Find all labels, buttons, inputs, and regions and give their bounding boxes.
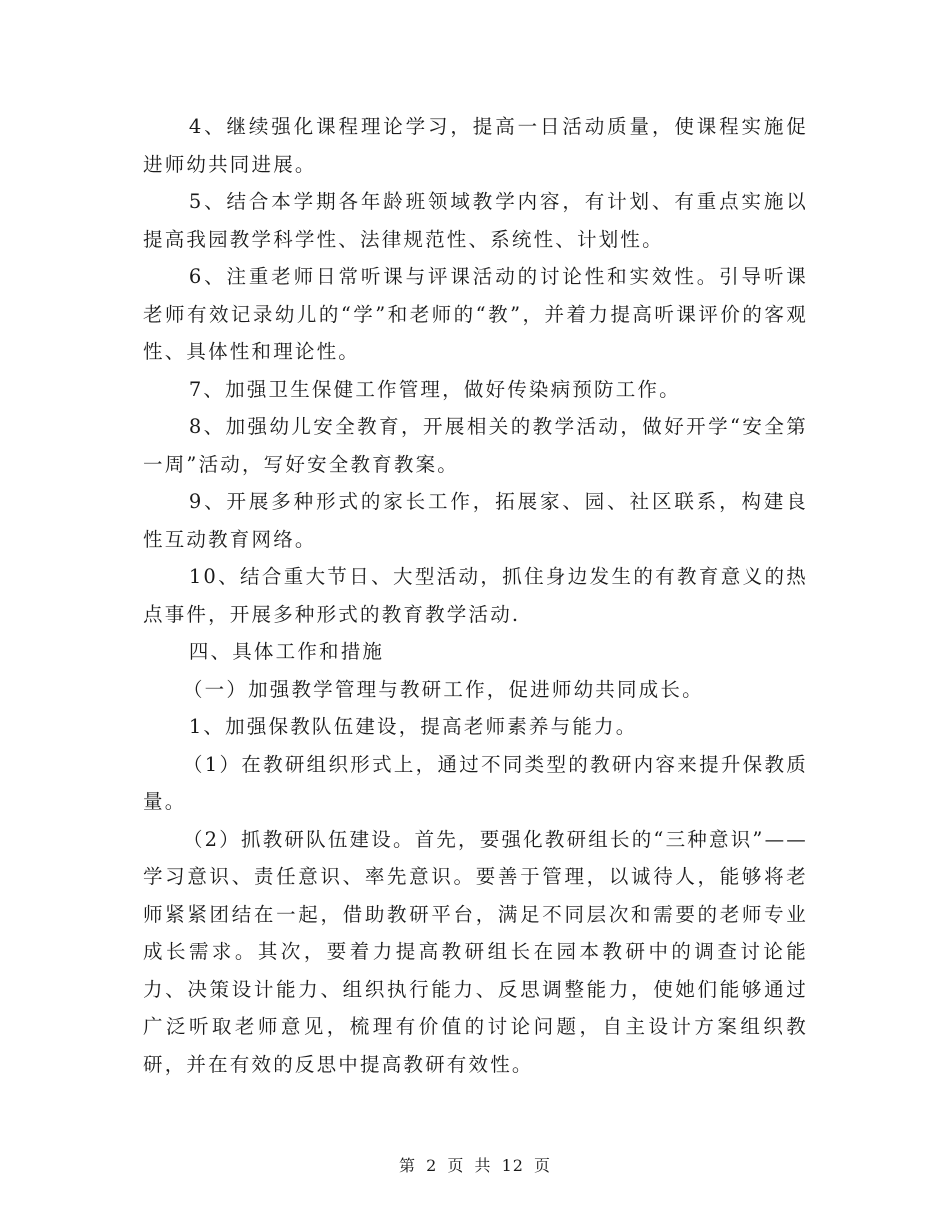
footer-total-word: 共 — [474, 1156, 492, 1175]
footer-suffix: 页 — [534, 1156, 552, 1175]
measure-item-1: 1、加强保教队伍建设，提高老师素养与能力。 — [188, 715, 638, 738]
footer-page-word: 页 — [447, 1156, 465, 1175]
paragraph-item-8: 8、加强幼儿安全教育，开展相关的教学活动，做好开学“安全第一周”活动，写好安全教育教案。 — [143, 415, 808, 476]
section-heading-4: 四、具体工作和措施 — [188, 640, 385, 663]
document-body — [143, 108, 808, 1083]
footer-current-page: 2 — [426, 1156, 438, 1175]
measure-subitem-2: （2）抓教研队伍建设。首先，要强化教研组长的“三种意识”——学习意识、责任意识、率先意识。要善于管理，以诚待人，能够将老师紧紧团结在一起，借助教研平台，满足不同层次和需要的老师专业成长需求。其次，要着力提高教研组长在园本教研中的调查讨论能力、决策设计能力、组织执行能力、反思调整能力，使她们能够通过广泛听取老师意见，梳理有价值的讨论问题，自主设计方案组织教研，并在有效的反思中提高教研有效性。 — [143, 827, 808, 1076]
paragraph-item-6: 6、注重老师日常听课与评课活动的讨论性和实效性。引导听课老师有效记录幼儿的“学”和老师的“教”，并着力提高听课评价的客观性、具体性和理论性。 — [143, 265, 808, 363]
measure-subitem-1: （1）在教研组织形式上，通过不同类型的教研内容来提升保教质量。 — [143, 752, 808, 813]
paragraph-item-7: 7、加强卫生保健工作管理，做好传染病预防工作。 — [188, 377, 681, 401]
paragraph-item-4: 4、继续强化课程理论学习，提高一日活动质量，使课程实施促进师幼共同进展。 — [143, 115, 808, 176]
paragraph-item-10: 10、结合重大节日、大型活动，抓住身边发生的有教育意义的热点事件，开展多种形式的教育教学活动. — [143, 565, 808, 626]
subsection-heading-1: （一）加强教学管理与教研工作，促进师幼共同成长。 — [182, 677, 704, 701]
paragraph-item-9: 9、开展多种形式的家长工作，拓展家、园、社区联系，构建良性互动教育网络。 — [143, 490, 808, 551]
paragraph-item-5: 5、结合本学期各年龄班领域教学内容，有计划、有重点实施以提高我园教学科学性、法律规范性、系统性、计划性。 — [143, 190, 808, 251]
page-footer — [0, 1153, 950, 1176]
footer-prefix: 第 — [398, 1156, 416, 1175]
footer-total-pages: 12 — [501, 1156, 524, 1175]
